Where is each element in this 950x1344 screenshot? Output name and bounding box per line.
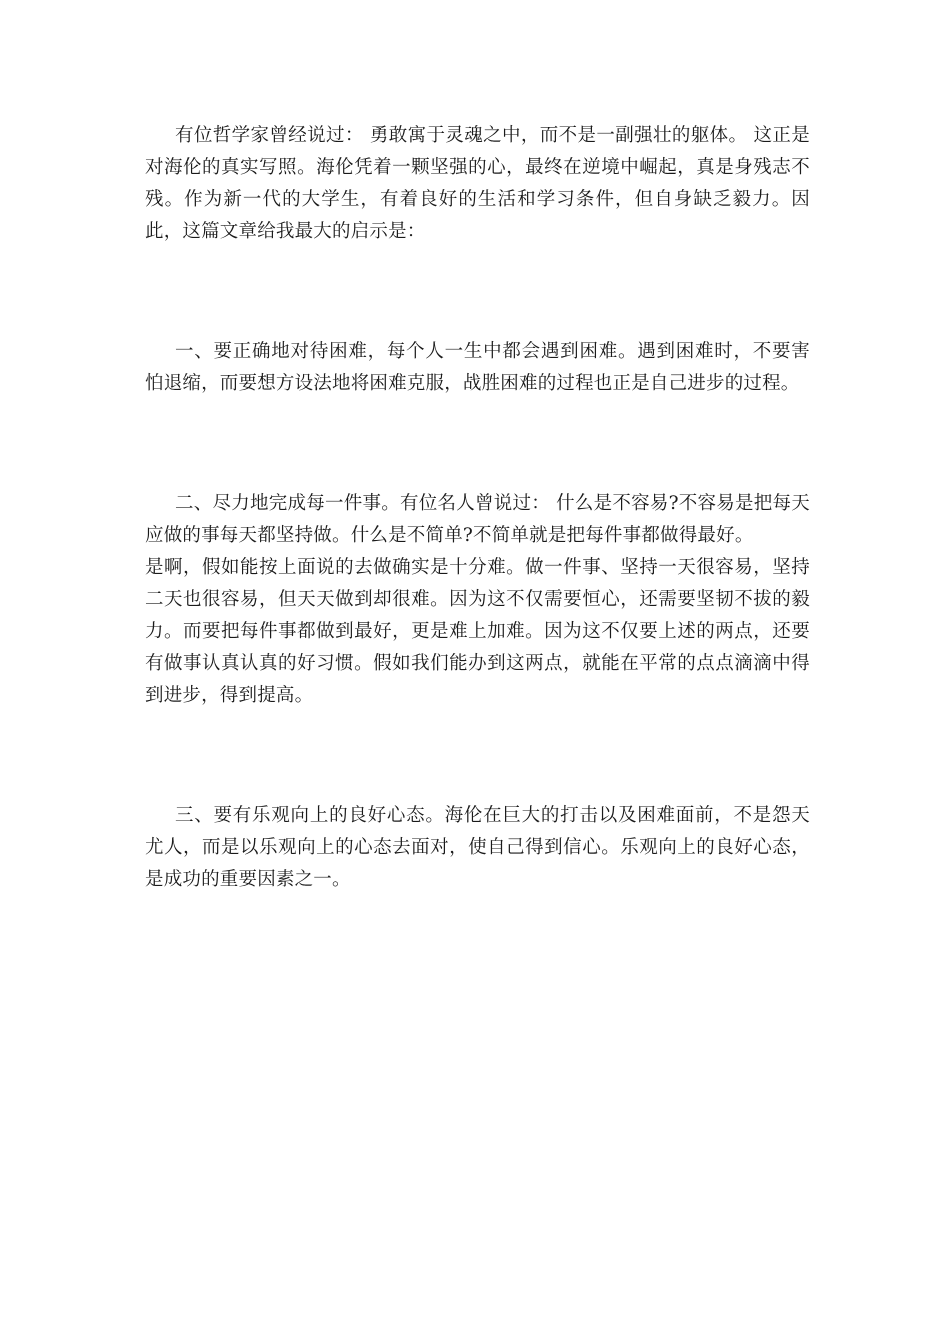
paragraph-point-two: 二、尽力地完成每一件事。有位名人曾说过： 什么是不容易?不容易是把每天应做的事每天都坚持做。什么是不简单?不简单就是把每件事都做得最好。 <box>145 493 810 546</box>
paragraph-point-three: 三、要有乐观向上的良好心态。海伦在巨大的打击以及困难面前，不是怨天尤人，而是以乐观向上的心态去面对，使自己得到信心。乐观向上的良好心态，是成功的重要因素之一。 <box>145 805 810 890</box>
paragraph-intro: 有位哲学家曾经说过： 勇敢寓于灵魂之中，而不是一副强壮的躯体。 这正是对海伦的真实写照。海伦凭着一颗坚强的心，最终在逆境中崛起，真是身残志不残。作为新一代的大学生，有着良好的生活和学习条件，但自身缺乏毅力。因此，这篇文章给我最大的启示是： <box>145 125 810 242</box>
document-body <box>145 120 810 896</box>
paragraph-point-one: 一、要正确地对待困难，每个人一生中都会遇到困难。遇到困难时，不要害怕退缩，而要想方设法地将困难克服，战胜困难的过程也正是自己进步的过程。 <box>145 341 810 394</box>
paragraph-point-two-continued: 是啊，假如能按上面说的去做确实是十分难。做一件事、坚持一天很容易，坚持二天也很容易，但天天做到却很难。因为这不仅需要恒心，还需要坚韧不拔的毅力。而要把每件事都做到最好，更是难上加难。因为这不仅要上述的两点，还要有做事认真认真的好习惯。假如我们能办到这两点，就能在平常的点点滴滴中得到进步，得到提高。 <box>145 557 810 706</box>
